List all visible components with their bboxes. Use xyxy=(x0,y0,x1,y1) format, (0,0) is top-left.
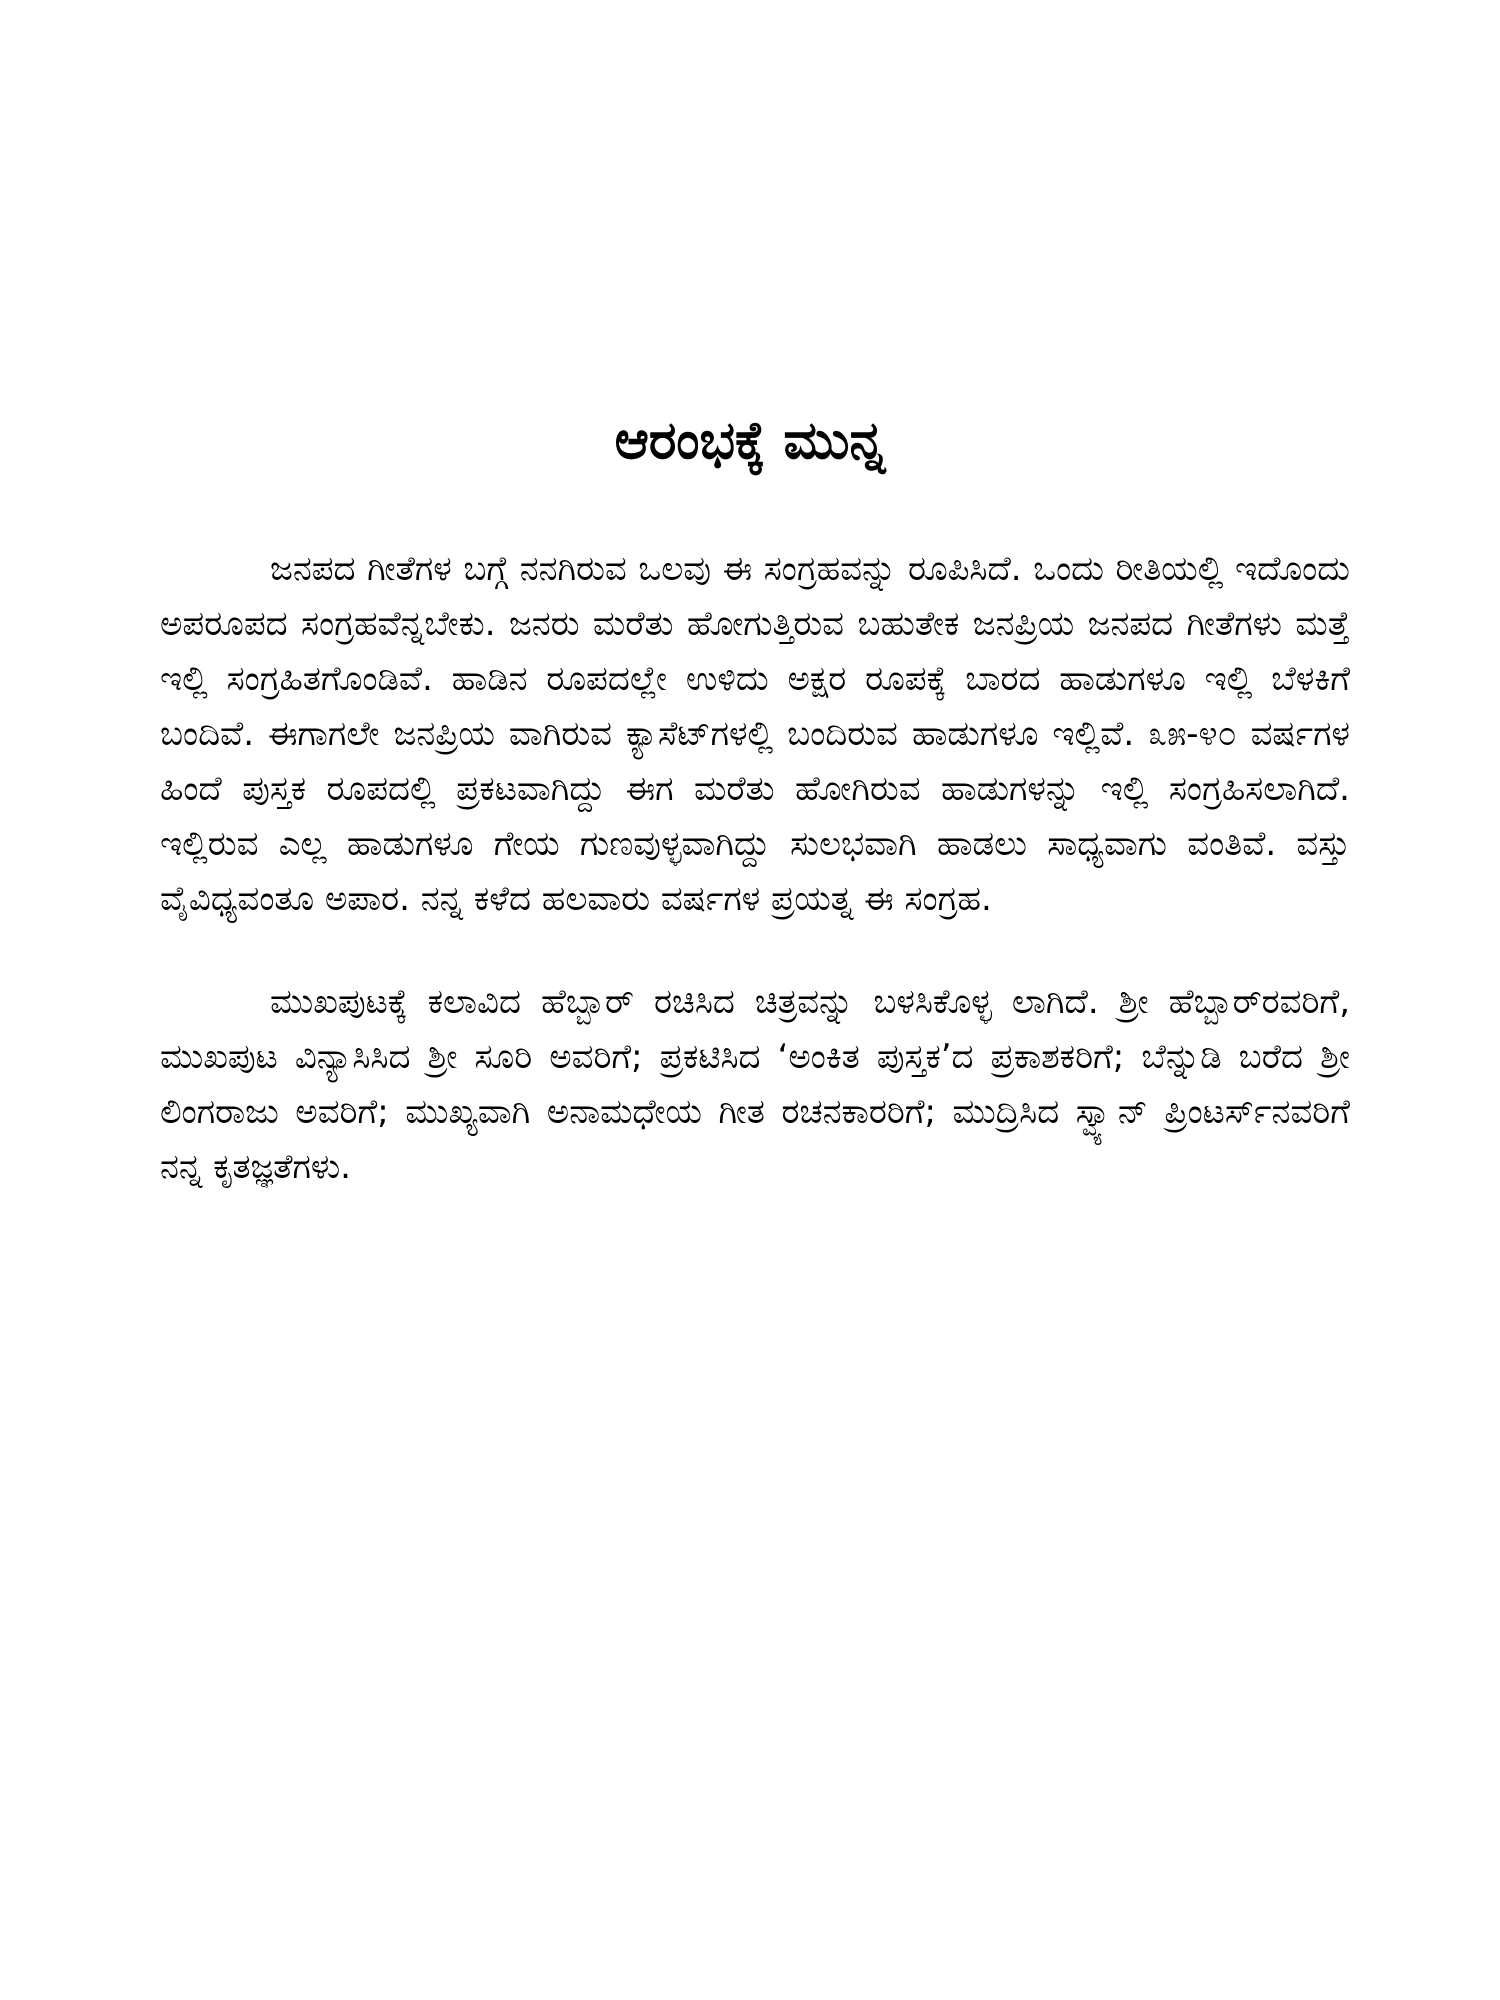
page-title: ಆರಂಭಕ್ಕೆ ಮುನ್ನ xyxy=(614,411,886,471)
body-text xyxy=(160,542,1350,1195)
paragraph-2: ಮುಖಪುಟಕ್ಕೆ ಕಲಾವಿದ ಹೆಬ್ಬಾರ್ ರಚಿಸಿದ ಚಿತ್ರವನ್ನು ಬಳಸಿಕೊಳ್ಳ ಲಾಗಿದೆ. ಶ್ರೀ ಹೆಬ್ಬಾರ್‌ರವರಿಗೆ, ಮುಖಪುಟ ವಿನ್ಯಾಸಿಸಿದ ಶ್ರೀ ಸೂರಿ ಅವರಿಗೆ; ಪ್ರಕಟಿಸಿದ ‘ಅಂಕಿತ ಪುಸ್ತಕ’ದ ಪ್ರಕಾಶಕರಿಗೆ; ಬೆನ್ನುಡಿ ಬರೆದ ಶ್ರೀ ಲಿಂಗರಾಜು ಅವರಿಗೆ; ಮುಖ್ಯವಾಗಿ ಅನಾಮಧೇಯ ಗೀತ ರಚನಕಾರರಿಗೆ; ಮುದ್ರಿಸಿದ ಸ್ವ್ಯಾನ್ ಪ್ರಿಂಟರ್ಸ್‌ನವರಿಗೆ ನನ್ನ ಕೃತಜ್ಞತೆಗಳು. xyxy=(160,982,1350,1187)
paragraph-1: ಜನಪದ ಗೀತೆಗಳ ಬಗ್ಗೆ ನನಗಿರುವ ಒಲವು ಈ ಸಂಗ್ರಹವನ್ನು ರೂಪಿಸಿದೆ. ಒಂದು ರೀತಿಯಲ್ಲಿ ಇದೊಂದು ಅಪರೂಪದ ಸಂಗ್ರಹವೆನ್ನಬೇಕು. ಜನರು ಮರೆತು ಹೋಗುತ್ತಿರುವ ಬಹುತೇಕ ಜನಪ್ರಿಯ ಜನಪದ ಗೀತೆಗಳು ಮತ್ತೆ ಇಲ್ಲಿ ಸಂಗ್ರಹಿತಗೊಂಡಿವೆ. ಹಾಡಿನ ರೂಪದಲ್ಲೇ ಉಳಿದು ಅಕ್ಷರ ರೂಪಕ್ಕೆ ಬಾರದ ಹಾಡುಗಳೂ ಇಲ್ಲಿ ಬೆಳಕಿಗೆ ಬಂದಿವೆ. ಈಗಾಗಲೇ ಜನಪ್ರಿಯ ವಾಗಿರುವ ಕ್ಯಾಸೆಟ್‌ಗಳಲ್ಲಿ ಬಂದಿರುವ ಹಾಡುಗಳೂ ಇಲ್ಲಿವೆ. ೩೫-೪೦ ವರ್ಷಗಳ ಹಿಂದೆ ಪುಸ್ತಕ ರೂಪದಲ್ಲಿ ಪ್ರಕಟವಾಗಿದ್ದು ಈಗ ಮರೆತು ಹೋಗಿರುವ ಹಾಡುಗಳನ್ನು ಇಲ್ಲಿ ಸಂಗ್ರಹಿಸಲಾಗಿದೆ. ಇಲ್ಲಿರುವ ಎಲ್ಲ ಹಾಡುಗಳೂ ಗೇಯ ಗುಣವುಳ್ಳವಾಗಿದ್ದು ಸುಲಭವಾಗಿ ಹಾಡಲು ಸಾಧ್ಯವಾಗು ವಂತಿವೆ. ವಸ್ತು ವೈವಿಧ್ಯವಂತೂ ಅಪಾರ. ನನ್ನ ಕಳೆದ ಹಲವಾರು ವರ್ಷಗಳ ಪ್ರಯತ್ನ ಈ ಸಂಗ್ರಹ. xyxy=(160,549,1350,919)
